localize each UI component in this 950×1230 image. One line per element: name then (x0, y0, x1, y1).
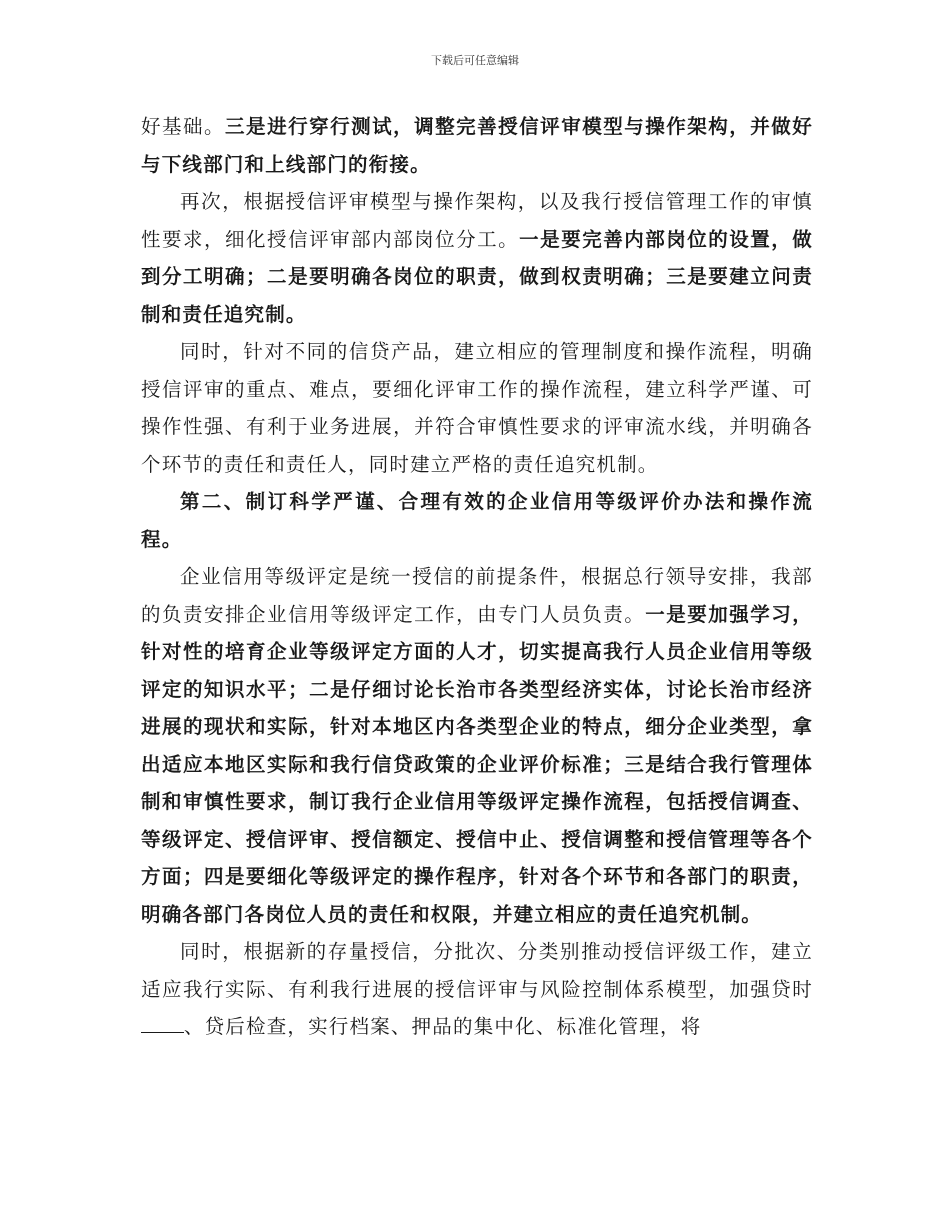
page-header (0, 52, 950, 68)
paragraph-3-text: 同时，针对不同的信贷产品，建立相应的管理制度和操作流程，明确授信评审的重点、难点，要细化评审工作的操作流程，建立科学严谨、可操作性强、有利于业务进展，并符合审慎性要求的评审流水线，并明确各个环节的责任和责任人，同时建立严格的责任追究机制。 (141, 340, 813, 476)
paragraph-1-bold: 三是进行穿行测试，调整完善授信评审模型与操作架构，并做好与下线部门和上线部门的衔接。 (141, 115, 813, 176)
fill-in-blank (141, 1011, 184, 1033)
paragraph-1 (141, 108, 813, 183)
paragraph-5-text: 企业信用等级评定是统一授信的前提条件，根据总行领导安排，我部的负责安排企业信用等级评定工作，由专门人员负责。 (141, 565, 813, 626)
header-text: 下载后可任意编辑 (431, 54, 519, 67)
paragraph-2 (141, 183, 813, 333)
paragraph-2-text: 再次，根据授信评审模型与操作架构，以及我行授信管理工作的审慎性要求，细化授信评审部内部岗位分工。 (141, 190, 813, 251)
section-heading-text: 第二、制订科学严谨、合理有效的企业信用等级评价办法和操作流程。 (141, 490, 813, 551)
paragraph-2-bold: 一是要完善内部岗位的设置，做到分工明确；二是要明确各岗位的职责，做到权责明确；三是要建立问责制和责任追究制。 (141, 227, 813, 326)
document-body (141, 108, 813, 1046)
paragraph-3 (141, 333, 813, 483)
paragraph-5-bold: 一是要加强学习，针对性的培育企业等级评定方面的人才，切实提高我行人员企业信用等级评定的知识水平；二是仔细讨论长治市各类型经济实体，讨论长治市经济进展的现状和实际，针对本地区内各类型企业的特点，细分企业类型，拿出适应本地区实际和我行信贷政策的企业评价标准；三是结合我行管理体制和审慎性要求，制订我行企业信用等级评定操作流程，包括授信调查、等级评定、授信评审、授信额定、授信中止、授信调整和授信管理等各个方面；四是要细化等级评定的操作程序，针对各个环节和各部门的职责，明确各部门各岗位人员的责任和权限，并建立相应的责任追究机制。 (141, 602, 813, 926)
paragraph-6-text-end: 、贷后检查，实行档案、押品的集中化、标准化管理，将 (183, 1015, 702, 1038)
paragraph-1-start: 好基础。 (141, 115, 226, 138)
paragraph-6 (141, 933, 813, 1046)
section-heading (141, 483, 813, 558)
paragraph-5 (141, 558, 813, 933)
paragraph-6-text: 同时，根据新的存量授信，分批次、分类别推动授信评级工作，建立适应我行实际、有利我行进展的授信评审与风险控制体系模型，加强贷时 (141, 940, 813, 1001)
